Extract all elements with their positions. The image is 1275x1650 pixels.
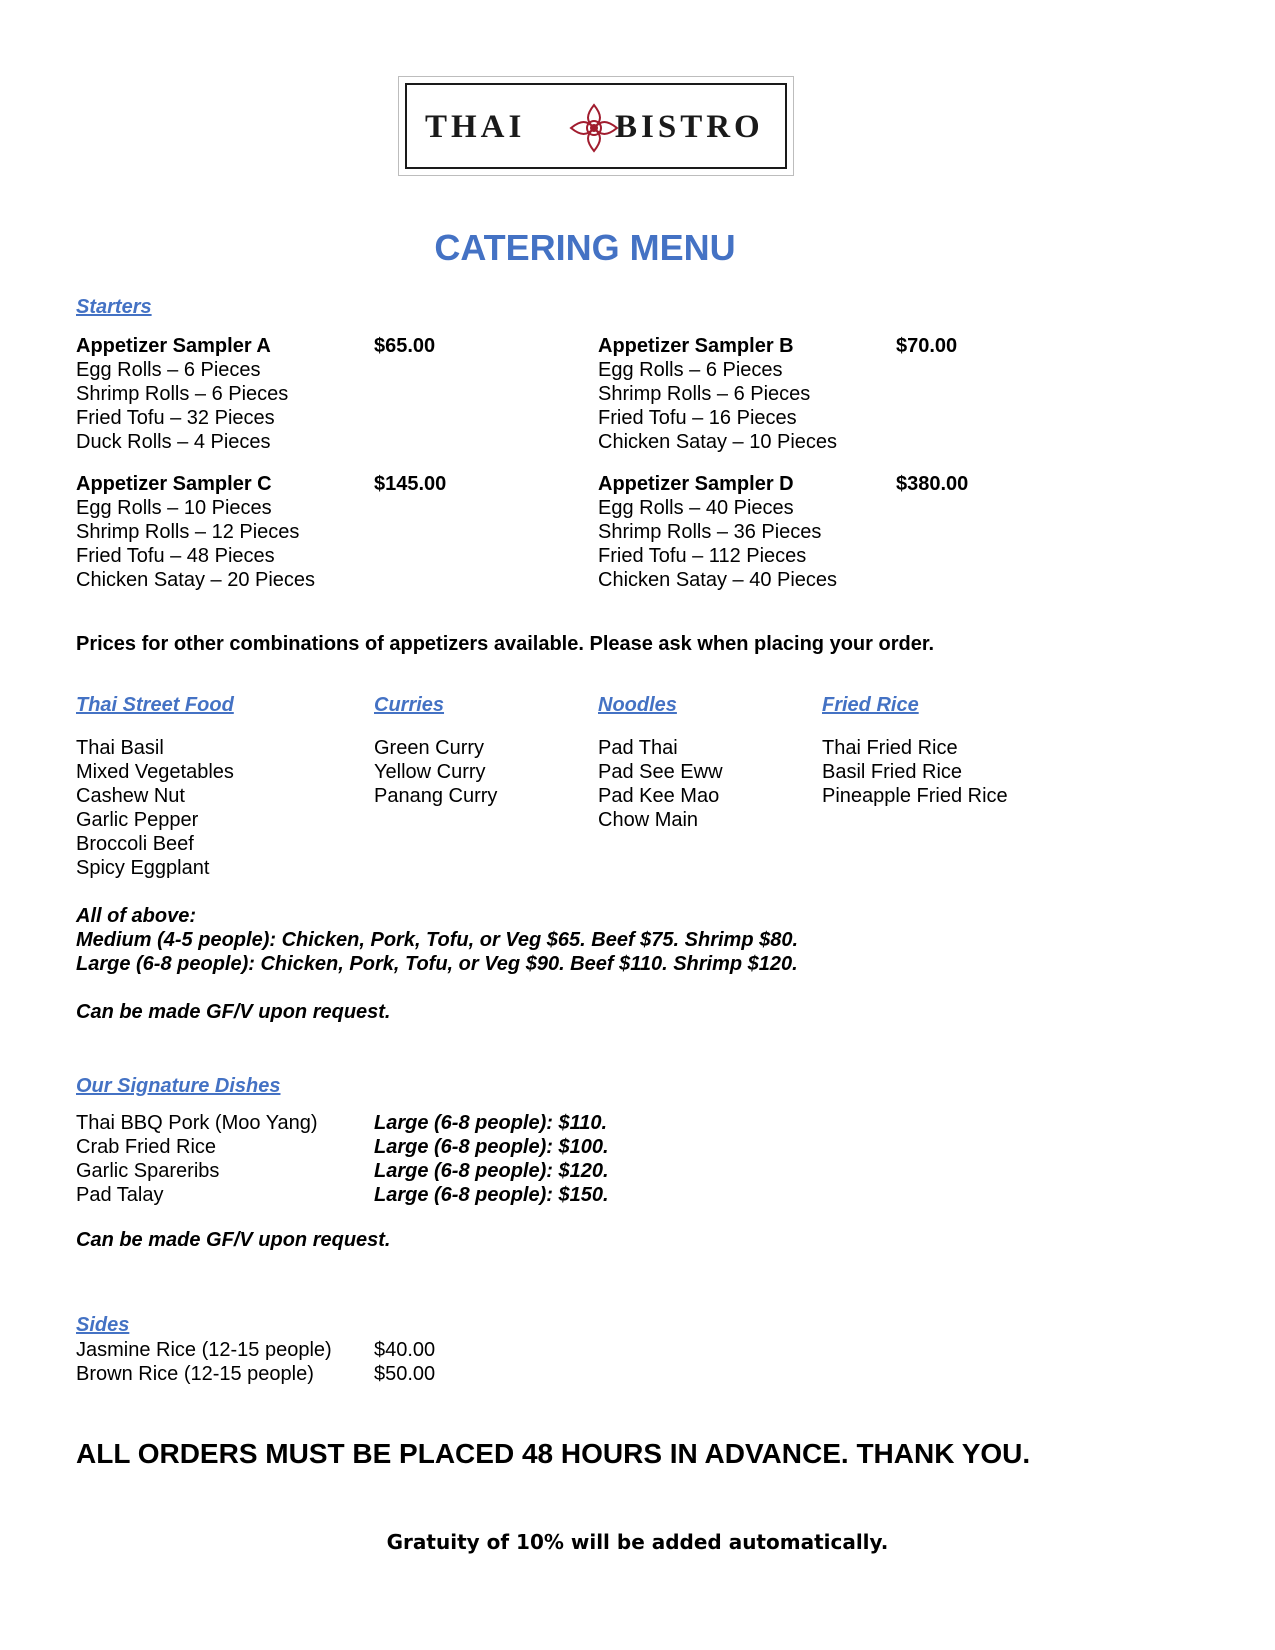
dish-name: Garlic Spareribs bbox=[76, 1160, 220, 1182]
sampler-item: Chicken Satay – 40 Pieces bbox=[598, 569, 838, 591]
sampler-item: Egg Rolls – 40 Pieces bbox=[598, 497, 794, 519]
sampler-item: Chicken Satay – 10 Pieces bbox=[598, 431, 838, 453]
dish-name: Pad Talay bbox=[76, 1184, 164, 1206]
section-heading-noodles: Noodles bbox=[598, 694, 677, 716]
dish-price: Large (6-8 people): $100. bbox=[374, 1136, 609, 1158]
list-item: Chow Main bbox=[598, 809, 699, 831]
sides-prices bbox=[374, 1338, 435, 1386]
sampler-item: Egg Rolls – 6 Pieces bbox=[598, 359, 783, 381]
page-title: CATERING MENU bbox=[434, 227, 736, 268]
sampler-item: Shrimp Rolls – 6 Pieces bbox=[598, 383, 811, 405]
sampler-item: Shrimp Rolls – 12 Pieces bbox=[76, 521, 300, 543]
dish-price: Large (6-8 people): $120. bbox=[374, 1160, 609, 1182]
section-heading-signature: Our Signature Dishes bbox=[76, 1075, 281, 1097]
signature-names bbox=[76, 1111, 318, 1207]
sampler-price: $380.00 bbox=[896, 473, 969, 495]
sampler-item: Fried Tofu – 16 Pieces bbox=[598, 407, 797, 429]
sampler-price: $65.00 bbox=[374, 335, 436, 357]
sampler-c bbox=[76, 472, 315, 592]
list-item: Garlic Pepper bbox=[76, 809, 199, 831]
list-item: Cashew Nut bbox=[76, 785, 185, 807]
logo bbox=[398, 76, 794, 176]
sampler-b bbox=[598, 334, 837, 454]
sampler-price: $145.00 bbox=[374, 473, 447, 495]
section-heading-curries: Curries bbox=[374, 694, 445, 716]
list-item: Pad See Eww bbox=[598, 761, 723, 783]
pricing-large: Large (6-8 people): Chicken, Pork, Tofu, or Veg $90. Beef $110. Shrimp $120. bbox=[76, 953, 798, 975]
sampler-name: Appetizer Sampler D bbox=[598, 473, 794, 495]
side-name: Brown Rice (12-15 people) bbox=[76, 1363, 314, 1385]
pricing-medium: Medium (4-5 people): Chicken, Pork, Tofu, or Veg $65. Beef $75. Shrimp $80. bbox=[76, 929, 799, 951]
gratuity-note: Gratuity of 10% will be added automatically. bbox=[386, 1530, 889, 1554]
sampler-item: Shrimp Rolls – 6 Pieces bbox=[76, 383, 289, 405]
sampler-item: Shrimp Rolls – 36 Pieces bbox=[598, 521, 822, 543]
list-item: Green Curry bbox=[374, 737, 485, 759]
section-heading-fried-rice: Fried Rice bbox=[822, 694, 919, 716]
curries-list bbox=[374, 736, 497, 808]
list-item: Thai Basil bbox=[76, 737, 164, 759]
side-price: $40.00 bbox=[374, 1339, 436, 1361]
list-item: Yellow Curry bbox=[374, 761, 486, 783]
dish-price: Large (6-8 people): $150. bbox=[374, 1184, 609, 1206]
signature-prices bbox=[374, 1111, 609, 1207]
starters-note: Prices for other combinations of appetizers available. Please ask when placing your order. bbox=[76, 633, 935, 655]
sampler-item: Egg Rolls – 10 Pieces bbox=[76, 497, 272, 519]
sides-names bbox=[76, 1338, 332, 1386]
pricing-block bbox=[76, 904, 798, 976]
side-price: $50.00 bbox=[374, 1363, 436, 1385]
section-heading-sides: Sides bbox=[76, 1314, 130, 1336]
list-item: Panang Curry bbox=[374, 785, 498, 807]
list-item: Thai Fried Rice bbox=[822, 737, 958, 759]
sampler-item: Fried Tofu – 32 Pieces bbox=[76, 407, 275, 429]
sampler-a bbox=[76, 334, 288, 454]
dish-name: Thai BBQ Pork (Moo Yang) bbox=[76, 1112, 318, 1134]
section-heading-street-food: Thai Street Food bbox=[76, 694, 234, 716]
street-food-list bbox=[76, 736, 234, 880]
list-item: Mixed Vegetables bbox=[76, 761, 234, 783]
list-item: Pad Thai bbox=[598, 737, 678, 759]
logo-word-right: BISTRO bbox=[615, 109, 764, 145]
sampler-name: Appetizer Sampler B bbox=[598, 335, 794, 357]
sampler-item: Duck Rolls – 4 Pieces bbox=[76, 431, 271, 453]
logo-word-left: THAI bbox=[425, 109, 526, 145]
signature-dietary-note: Can be made GF/V upon request. bbox=[76, 1229, 391, 1251]
list-item: Spicy Eggplant bbox=[76, 857, 210, 879]
sampler-price: $70.00 bbox=[896, 335, 958, 357]
advance-order-notice: ALL ORDERS MUST BE PLACED 48 HOURS IN ADVANCE. THANK YOU. bbox=[76, 1438, 1031, 1469]
section-heading-starters: Starters bbox=[76, 296, 152, 318]
list-item: Pad Kee Mao bbox=[598, 785, 720, 807]
noodles-list bbox=[598, 736, 723, 832]
dietary-note: Can be made GF/V upon request. bbox=[76, 1001, 391, 1023]
list-item: Broccoli Beef bbox=[76, 833, 194, 855]
sampler-d bbox=[598, 472, 837, 592]
sampler-item: Fried Tofu – 112 Pieces bbox=[598, 545, 807, 567]
list-item: Pineapple Fried Rice bbox=[822, 785, 1008, 807]
side-name: Jasmine Rice (12-15 people) bbox=[76, 1339, 332, 1361]
sampler-name: Appetizer Sampler C bbox=[76, 473, 272, 495]
sampler-item: Chicken Satay – 20 Pieces bbox=[76, 569, 316, 591]
sampler-item: Fried Tofu – 48 Pieces bbox=[76, 545, 275, 567]
dish-price: Large (6-8 people): $110. bbox=[374, 1112, 608, 1134]
sampler-item: Egg Rolls – 6 Pieces bbox=[76, 359, 261, 381]
pricing-label: All of above: bbox=[76, 905, 197, 927]
fried-rice-list bbox=[822, 736, 1008, 808]
list-item: Basil Fried Rice bbox=[822, 761, 963, 783]
sampler-name: Appetizer Sampler A bbox=[76, 335, 271, 357]
lotus-flower-icon bbox=[567, 101, 621, 155]
dish-name: Crab Fried Rice bbox=[76, 1136, 217, 1158]
